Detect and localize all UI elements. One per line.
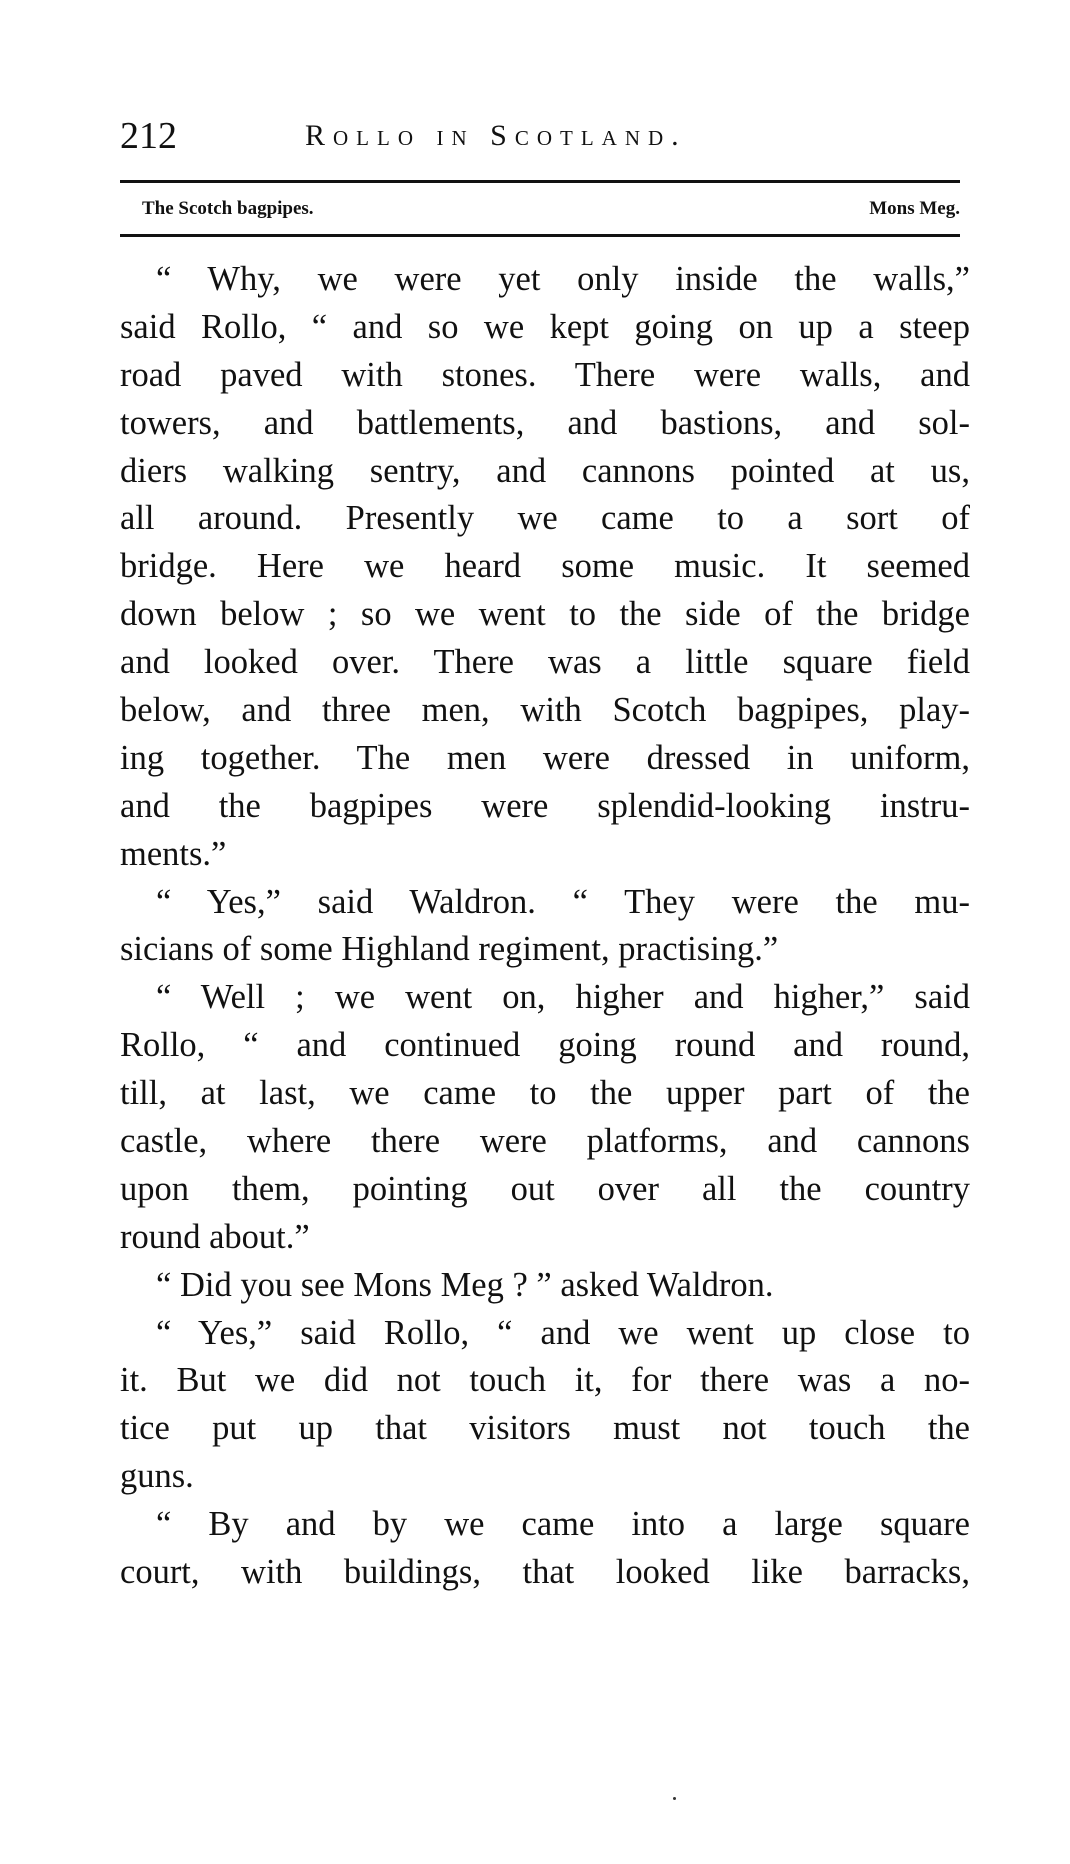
subheading-right: Mons Meg. xyxy=(869,198,960,219)
subheading-bar xyxy=(142,192,960,226)
text-line: court, with buildings, that looked like barracks, xyxy=(120,1553,970,1592)
text-line: ing together. The men were dressed in uniform, xyxy=(120,738,970,777)
text-line: “ Yes,” said Waldron. “ They were the mu- xyxy=(156,882,970,921)
text-line: “ By and by we came into a large square xyxy=(156,1505,970,1544)
header-rule-top xyxy=(120,180,960,183)
text-line: Rollo, “ and continued going round and round, xyxy=(120,1026,970,1065)
text-line: below, and three men, with Scotch bagpipes, play- xyxy=(120,691,970,730)
ink-speck xyxy=(673,1797,676,1800)
text-line: down below ; so we went to the side of the bridge xyxy=(120,595,970,634)
text-line: and the bagpipes were splendid-looking instru- xyxy=(120,786,970,825)
text-line: guns. xyxy=(120,1457,194,1496)
text-line: “ Well ; we went on, higher and higher,” said xyxy=(156,978,970,1017)
text-line: tice put up that visitors must not touch the xyxy=(120,1409,970,1448)
text-line: upon them, pointing out over all the country xyxy=(120,1169,970,1208)
text-line: it. But we did not touch it, for there was a no- xyxy=(120,1361,970,1400)
subheading-left: The Scotch bagpipes. xyxy=(142,198,314,219)
text-line: “ Why, we were yet only inside the walls,” xyxy=(156,260,970,298)
text-line: till, at last, we came to the upper part of the xyxy=(120,1074,970,1113)
page-number: 212 xyxy=(120,115,177,157)
text-line: road paved with stones. There were walls, and xyxy=(120,355,970,394)
text-line: diers walking sentry, and cannons pointed at us, xyxy=(120,451,970,490)
running-head xyxy=(120,112,960,172)
text-line: castle, where there were platforms, and cannons xyxy=(120,1122,970,1161)
text-line: round about.” xyxy=(120,1217,310,1256)
text-line: all around. Presently we came to a sort of xyxy=(120,499,970,538)
book-title: Rollo in Scotland. xyxy=(305,119,687,152)
body-text xyxy=(120,256,970,1597)
text-line: ments.” xyxy=(120,834,227,873)
text-line: and looked over. There was a little square field xyxy=(120,643,970,682)
text-line: said Rollo, “ and so we kept going on up a steep xyxy=(120,307,970,346)
text-line: towers, and battlements, and bastions, and sol- xyxy=(120,403,970,442)
header-rule-bottom xyxy=(120,234,960,237)
text-line: bridge. Here we heard some music. It seemed xyxy=(120,547,970,586)
text-line: “ Did you see Mons Meg ? ” asked Waldron. xyxy=(156,1265,774,1304)
text-line: “ Yes,” said Rollo, “ and we went up close to xyxy=(156,1313,970,1352)
text-line: sicians of some Highland regiment, practising.” xyxy=(120,930,779,969)
